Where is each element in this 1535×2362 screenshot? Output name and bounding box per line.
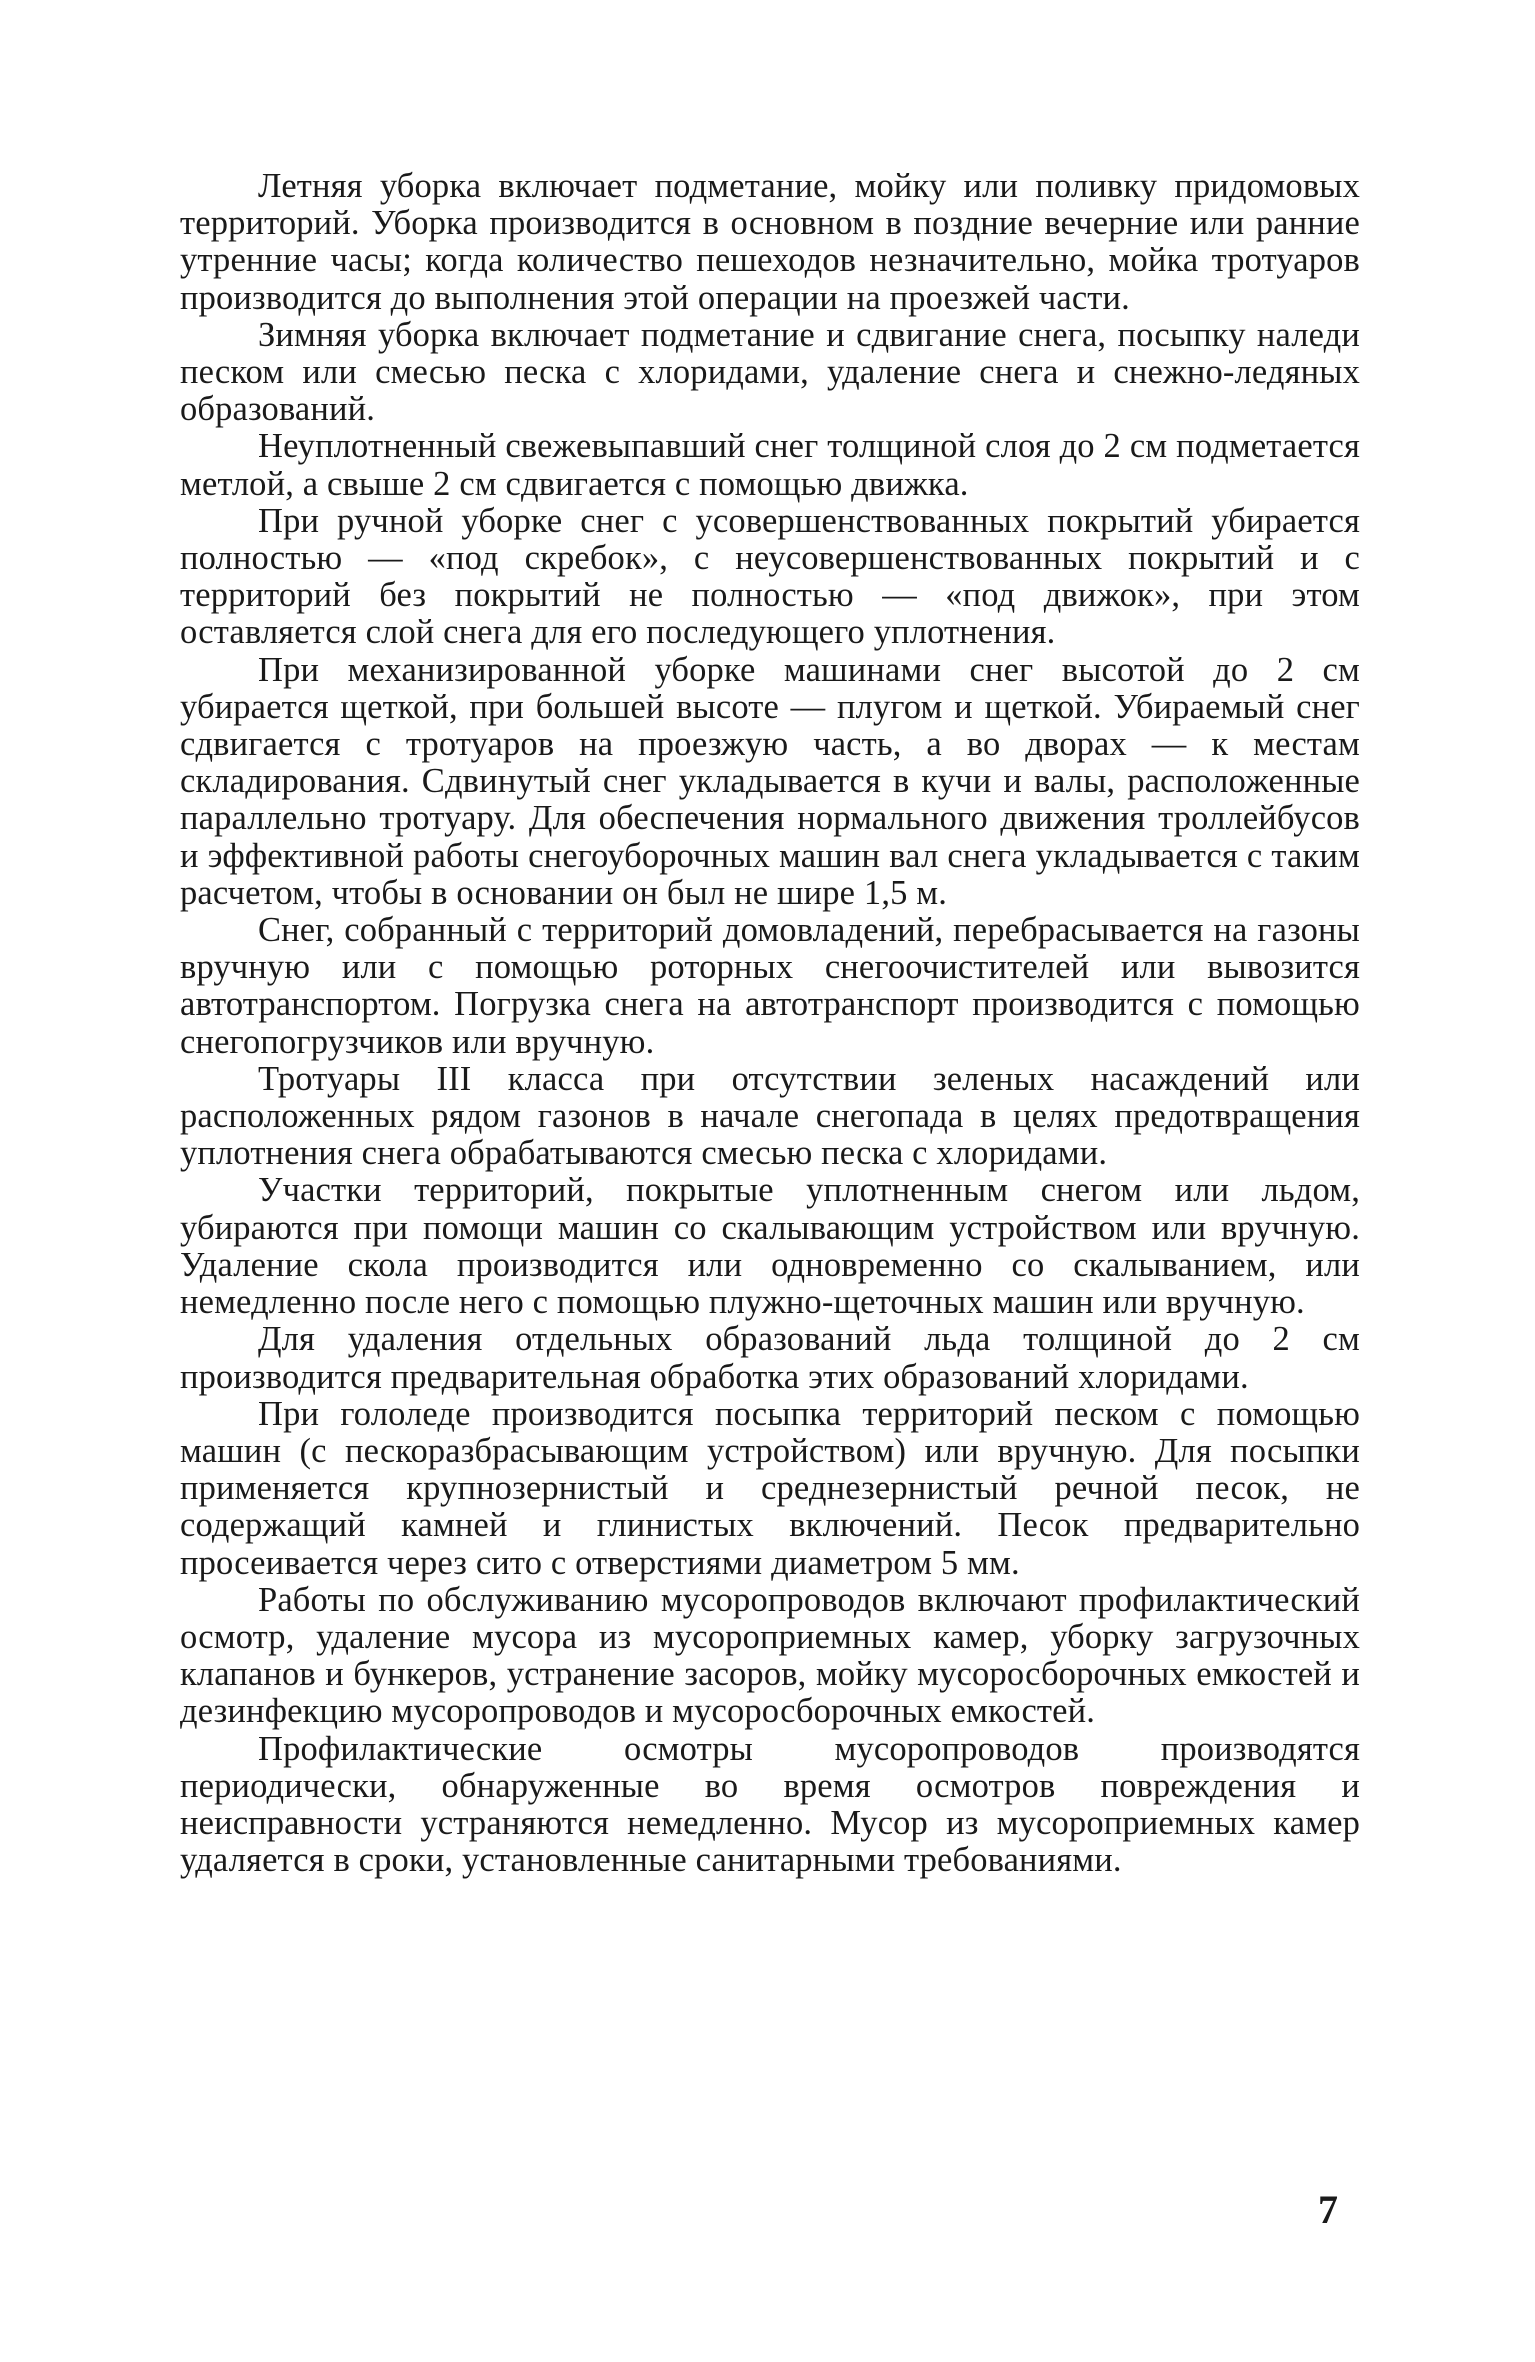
paragraph-icy-conditions: При гололеде производится посыпка территорий песком с помощью машин (с пескоразбрасывающим устройством) или вручную. Для посыпки применяется крупнозернистый и среднезернистый речной песок, не содержащий камней и глинистых включений. Песок предварительно просеивается через сито с отверстиями диаметром 5 мм. [180,1394,1360,1582]
paragraph-summer-cleaning: Летняя уборка включает подметание, мойку или поливку придомовых территорий. Уборка производится в основном в поздние вечерние или ранние утренние часы; когда количество пешеходов незначительно, мойка тротуаров производится до выполнения этой операции на проезжей части. [180,167,1360,317]
paragraph-winter-cleaning: Зимняя уборка включает подметание и сдвигание снега, посыпку наледи песком или смесью песка с хлоридами, удаление снега и снежно-ледяных образований. [180,315,1360,429]
paragraph-sidewalks-class-3: Тротуары III класса при отсутствии зеленых насаждений или расположенных рядом газонов в начале снегопада в целях предотвращения уплотнения снега обрабатываются смесью песка с хлоридами. [180,1059,1360,1173]
page-number: 7 [1318,2187,1338,2232]
paragraph-preventive-inspection: Профилактические осмотры мусоропроводов производятся периодически, обнаруженные во время осмотров повреждения и неисправности устраняются немедленно. Мусор из мусороприемных камер удаляется в сроки, установленные санитарными требованиями. [180,1729,1360,1880]
paragraph-mechanized-cleaning: При механизированной уборке машинами снег высотой до 2 см убирается щеткой, при большей высоте — плугом и щеткой. Убираемый снег сдвигается с тротуаров на проезжую часть, а во дворах — к местам складирования. Сдвинутый снег укладывается в кучи и валы, расположенные параллельно тротуару. Для обеспечения нормального движения троллейбусов и эффективной работы снегоуборочных машин вал снега укладывается с таким расчетом, чтобы в основании он был не шире 1,5 м. [180,650,1360,912]
paragraph-fresh-snow: Неуплотненный свежевыпавший снег толщиной слоя до 2 см подметается метлой, а свыше 2 см сдвигается с помощью движка. [180,427,1360,503]
paragraph-garbage-chute-service: Работы по обслуживанию мусоропроводов включают профилактический осмотр, удаление мусора из мусороприемных камер, уборку загрузочных клапанов и бункеров, устранение засоров, мойку мусоросборочных емкостей и дезинфекцию мусоропроводов и мусоросборочных емкостей. [180,1580,1360,1731]
page-body-text [180,168,1360,1879]
paragraph-snow-removal: Снег, собранный с территорий домовладений, перебрасывается на газоны вручную или с помощью роторных снегоочистителей или вывозится автотранспортом. Погрузка снега на автотранспорт производится с помощью снегопогрузчиков или вручную. [180,911,1360,1061]
paragraph-compacted-snow: Участки территорий, покрытые уплотненным снегом или льдом, убираются при помощи машин со скалывающим устройством или вручную. Удаление скола производится или одновременно со скалыванием, или немедленно после него с помощью плужно-щеточных машин или вручную. [180,1171,1360,1322]
paragraph-manual-cleaning: При ручной уборке снег с усовершенствованных покрытий убирается полностью — «под скребок», с неусовершенствованных покрытий и с территорий без покрытий не полностью — «под движок», при этом оставляется слой снега для его последующего уплотнения. [180,501,1360,652]
paragraph-ice-removal: Для удаления отдельных образований льда толщиной до 2 см производится предварительная обработка этих образований хлоридами. [180,1320,1360,1396]
